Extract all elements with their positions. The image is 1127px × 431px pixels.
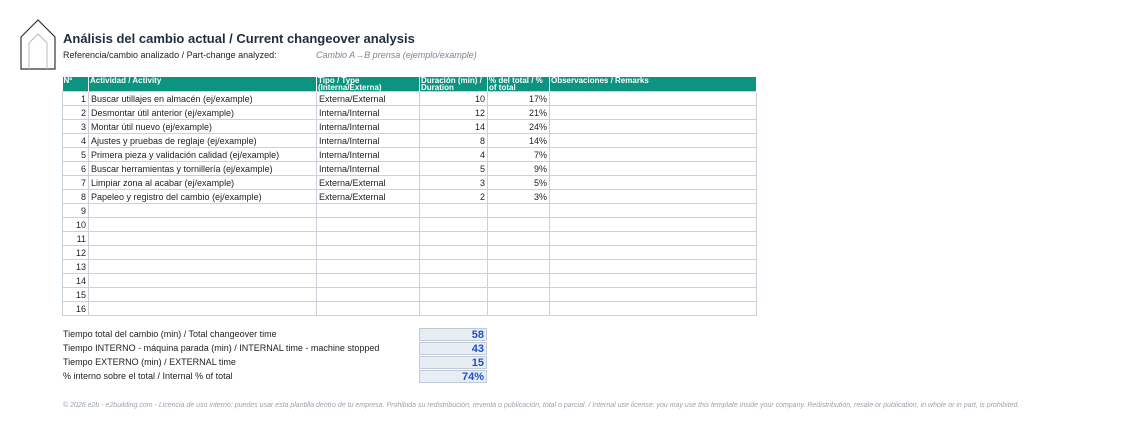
activity-cell[interactable]: Buscar utillajes en almacén (ej/example): [89, 92, 317, 106]
table-row: [63, 106, 757, 120]
activity-cell[interactable]: [89, 260, 317, 274]
row-number-cell: 5: [63, 148, 89, 162]
remarks-cell[interactable]: [550, 120, 757, 134]
remarks-cell[interactable]: [550, 302, 757, 316]
remarks-cell[interactable]: [550, 204, 757, 218]
duration-cell[interactable]: [420, 218, 488, 232]
percent-cell[interactable]: 24%: [488, 120, 550, 134]
percent-cell[interactable]: 3%: [488, 190, 550, 204]
duration-cell[interactable]: 14: [420, 120, 488, 134]
type-cell[interactable]: Interna/Internal: [317, 120, 420, 134]
type-cell[interactable]: Externa/External: [317, 92, 420, 106]
type-cell[interactable]: Interna/Internal: [317, 134, 420, 148]
remarks-cell[interactable]: [550, 218, 757, 232]
activity-table: [62, 77, 757, 316]
summary-total-label: Tiempo total del cambio (min) / Total changeover time: [63, 329, 277, 339]
percent-cell[interactable]: [488, 274, 550, 288]
table-row: [63, 260, 757, 274]
row-number-cell: 16: [63, 302, 89, 316]
table-row: [63, 288, 757, 302]
duration-cell[interactable]: 8: [420, 134, 488, 148]
column-header-type: Tipo / Type (Interna/Externa): [317, 77, 420, 92]
duration-cell[interactable]: [420, 232, 488, 246]
percent-cell[interactable]: 7%: [488, 148, 550, 162]
row-number-cell: 10: [63, 218, 89, 232]
type-cell[interactable]: [317, 260, 420, 274]
duration-cell[interactable]: 2: [420, 190, 488, 204]
table-body: [63, 92, 757, 316]
row-number-cell: 8: [63, 190, 89, 204]
remarks-cell[interactable]: [550, 260, 757, 274]
column-header-percent: % del total / % of total: [488, 77, 550, 92]
row-number-cell: 12: [63, 246, 89, 260]
column-header-number: Nº: [63, 77, 89, 92]
activity-cell[interactable]: [89, 246, 317, 260]
type-cell[interactable]: Externa/External: [317, 176, 420, 190]
percent-cell[interactable]: 9%: [488, 162, 550, 176]
percent-cell[interactable]: 14%: [488, 134, 550, 148]
type-cell[interactable]: Interna/Internal: [317, 162, 420, 176]
table-row: [63, 246, 757, 260]
activity-cell[interactable]: [89, 302, 317, 316]
type-cell[interactable]: [317, 274, 420, 288]
remarks-cell[interactable]: [550, 92, 757, 106]
duration-cell[interactable]: [420, 246, 488, 260]
table-row: [63, 176, 757, 190]
percent-cell[interactable]: 5%: [488, 176, 550, 190]
activity-cell[interactable]: Ajustes y pruebas de reglaje (ej/example): [89, 134, 317, 148]
row-number-cell: 6: [63, 162, 89, 176]
remarks-cell[interactable]: [550, 106, 757, 120]
summary-percent-label: % interno sobre el total / Internal % of total: [63, 371, 233, 381]
row-number-cell: 14: [63, 274, 89, 288]
remarks-cell[interactable]: [550, 288, 757, 302]
summary-external-label: Tiempo EXTERNO (min) / EXTERNAL time: [63, 357, 236, 367]
duration-cell[interactable]: [420, 274, 488, 288]
table-row: [63, 162, 757, 176]
duration-cell[interactable]: 10: [420, 92, 488, 106]
type-cell[interactable]: [317, 302, 420, 316]
row-number-cell: 4: [63, 134, 89, 148]
remarks-cell[interactable]: [550, 232, 757, 246]
activity-cell[interactable]: [89, 288, 317, 302]
percent-cell[interactable]: [488, 232, 550, 246]
row-number-cell: 15: [63, 288, 89, 302]
type-cell[interactable]: Interna/Internal: [317, 106, 420, 120]
summary-percent-value: 74%: [419, 370, 487, 383]
table-header-row: [63, 77, 757, 92]
summary-external-value: 15: [419, 356, 487, 369]
license-footer: © 2026 e2b - e2building.com - Licencia de uso interno: puedes usar esta plantilla dentro de tu empresa. Prohibida su redistribución, reventa o publicación, total o parcial. / Internal use license: you may use this template inside your company. Redistribution, resale or publication, in whole or in part, is prohibited.: [63, 402, 1020, 409]
percent-cell[interactable]: [488, 302, 550, 316]
remarks-cell[interactable]: [550, 176, 757, 190]
percent-cell[interactable]: 17%: [488, 92, 550, 106]
summary-internal-value: 43: [419, 342, 487, 355]
percent-cell[interactable]: [488, 204, 550, 218]
duration-cell[interactable]: 5: [420, 162, 488, 176]
duration-cell[interactable]: [420, 288, 488, 302]
activity-cell[interactable]: [89, 274, 317, 288]
page-title: Análisis del cambio actual / Current changeover analysis: [63, 31, 415, 46]
type-cell[interactable]: [317, 246, 420, 260]
table-row: [63, 218, 757, 232]
remarks-cell[interactable]: [550, 162, 757, 176]
percent-cell[interactable]: [488, 218, 550, 232]
row-number-cell: 11: [63, 232, 89, 246]
table-row: [63, 274, 757, 288]
activity-cell[interactable]: [89, 218, 317, 232]
column-header-remarks: Observaciones / Remarks: [550, 77, 757, 92]
activity-cell[interactable]: Desmontar útil anterior (ej/example): [89, 106, 317, 120]
type-cell[interactable]: [317, 232, 420, 246]
activity-cell[interactable]: Buscar herramientas y tornillería (ej/example): [89, 162, 317, 176]
type-cell[interactable]: Interna/Internal: [317, 148, 420, 162]
remarks-cell[interactable]: [550, 190, 757, 204]
column-header-duration: Duración (min) / Duration: [420, 77, 488, 92]
percent-cell[interactable]: [488, 288, 550, 302]
table-row: [63, 190, 757, 204]
summary-total-value: 58: [419, 328, 487, 341]
duration-cell[interactable]: [420, 260, 488, 274]
type-cell[interactable]: Externa/External: [317, 190, 420, 204]
table-row: [63, 134, 757, 148]
summary-internal-label: Tiempo INTERNO - máquina parada (min) / INTERNAL time - machine stopped: [63, 343, 380, 353]
type-cell[interactable]: [317, 218, 420, 232]
remarks-cell[interactable]: [550, 246, 757, 260]
type-cell[interactable]: [317, 204, 420, 218]
duration-cell[interactable]: [420, 302, 488, 316]
activity-cell[interactable]: [89, 232, 317, 246]
row-number-cell: 2: [63, 106, 89, 120]
column-header-activity: Actividad / Activity: [89, 77, 317, 92]
activity-cell[interactable]: [89, 204, 317, 218]
type-cell[interactable]: [317, 288, 420, 302]
house-logo-icon: [20, 19, 56, 70]
table-row: [63, 232, 757, 246]
row-number-cell: 9: [63, 204, 89, 218]
remarks-cell[interactable]: [550, 148, 757, 162]
activity-cell[interactable]: Limpiar zona al acabar (ej/example): [89, 176, 317, 190]
reference-value[interactable]: Cambio A→B prensa (ejemplo/example): [316, 50, 477, 60]
percent-cell[interactable]: [488, 260, 550, 274]
table-row: [63, 302, 757, 316]
duration-cell[interactable]: 4: [420, 148, 488, 162]
remarks-cell[interactable]: [550, 134, 757, 148]
row-number-cell: 7: [63, 176, 89, 190]
activity-cell[interactable]: Montar útil nuevo (ej/example): [89, 120, 317, 134]
duration-cell[interactable]: 12: [420, 106, 488, 120]
reference-label: Referencia/cambio analizado / Part-change analyzed:: [63, 50, 277, 60]
activity-cell[interactable]: Papeleo y registro del cambio (ej/example): [89, 190, 317, 204]
table-row: [63, 92, 757, 106]
table-row: [63, 204, 757, 218]
remarks-cell[interactable]: [550, 274, 757, 288]
percent-cell[interactable]: 21%: [488, 106, 550, 120]
duration-cell[interactable]: 3: [420, 176, 488, 190]
duration-cell[interactable]: [420, 204, 488, 218]
row-number-cell: 3: [63, 120, 89, 134]
table-row: [63, 120, 757, 134]
row-number-cell: 13: [63, 260, 89, 274]
table-row: [63, 148, 757, 162]
percent-cell[interactable]: [488, 246, 550, 260]
activity-cell[interactable]: Primera pieza y validación calidad (ej/example): [89, 148, 317, 162]
row-number-cell: 1: [63, 92, 89, 106]
